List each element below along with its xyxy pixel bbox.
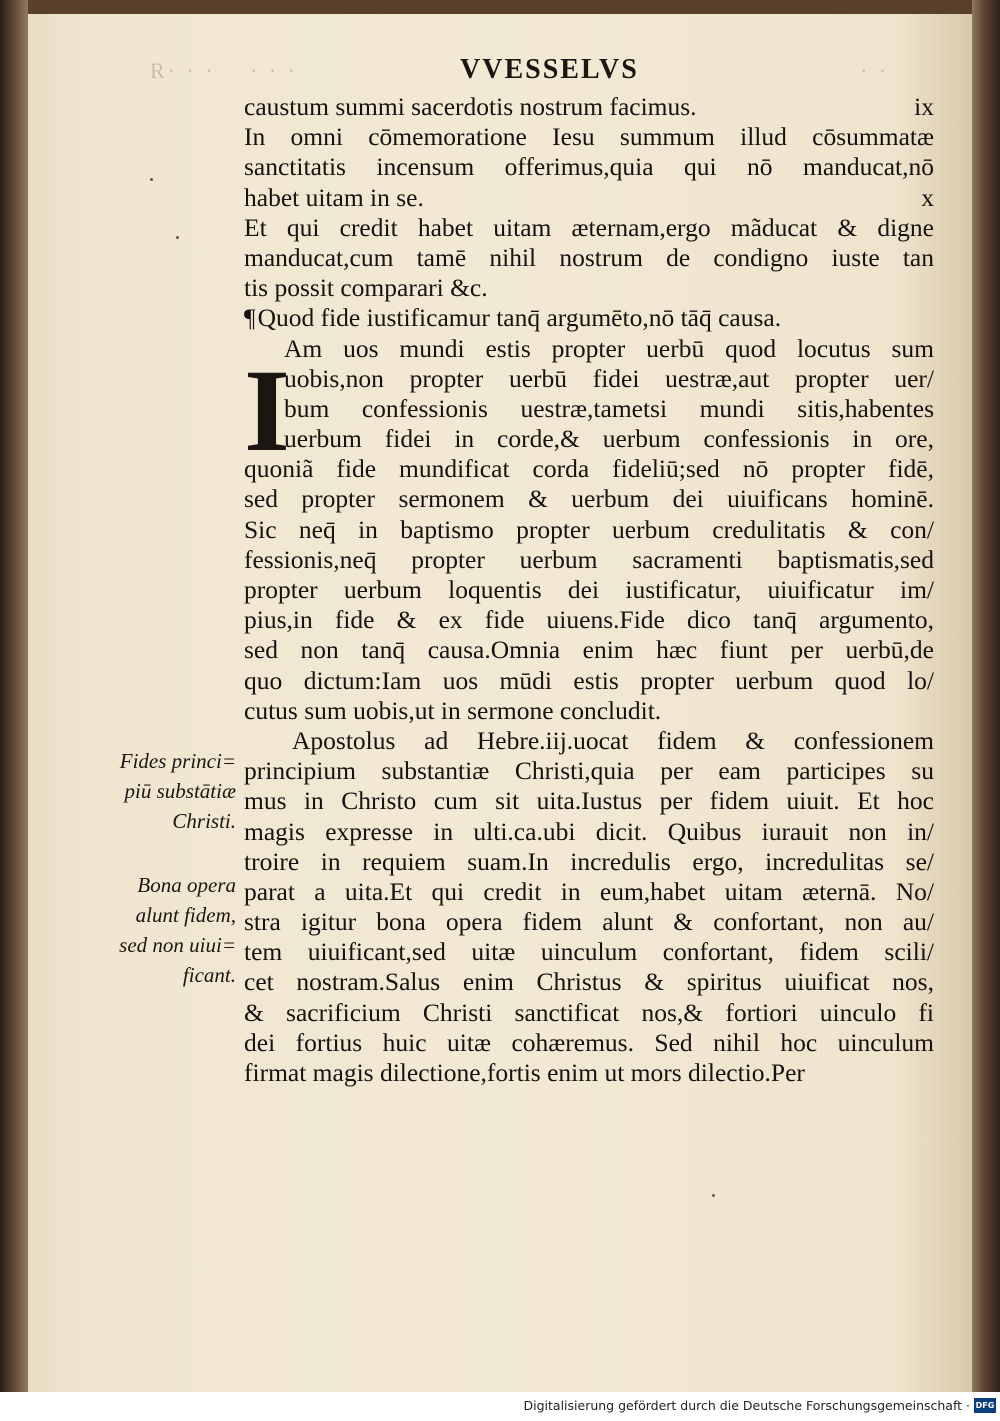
margin-note-line: Christi. [172, 809, 236, 833]
text-line-content: uobis,non propter uerbū fidei uestræ,aut propter uer/ [284, 363, 934, 393]
bleed-through-text: · · [860, 58, 890, 83]
text-line [244, 847, 934, 877]
text-line-content: Et qui credit habet uitam æternam,ergo mãducat & digne [244, 212, 934, 242]
margin-note-line: sed non uiui= [119, 933, 236, 957]
verse-number: x [921, 182, 934, 212]
body-text [244, 92, 934, 1088]
text-line [244, 1058, 934, 1088]
text-line [244, 303, 934, 333]
text-line [244, 122, 934, 152]
text-line-content: pius,in fide & ex fide uiuens.Fide dico tanq̄ argumento, [244, 605, 934, 635]
text-line [244, 424, 934, 454]
text-line [244, 394, 934, 424]
text-line [244, 515, 934, 545]
scan-border-right [972, 0, 1000, 1392]
text-line-content: cutus sum uobis,ut in sermone concludit. [244, 695, 662, 725]
margin-note-line: Fides princi= [119, 749, 236, 773]
funding-credit: Digitalisierung gefördert durch die Deutsche Forschungsgemeinschaft · [523, 1398, 970, 1413]
text-line-content: firmat magis dilectione,fortis enim ut mors dilectio.Per [244, 1058, 805, 1087]
verse-number: ix [914, 92, 934, 121]
text-line [244, 334, 934, 364]
text-line [244, 92, 934, 122]
paragraph-mark-icon: ¶ [244, 303, 256, 333]
margin-note-line: piū substātiæ [124, 779, 236, 803]
text-line [244, 726, 934, 756]
scan-border-left [0, 0, 28, 1392]
text-line [244, 243, 934, 273]
text-line [244, 152, 934, 182]
text-line-content: tem uiuificant,sed uitæ uinculum confortant, fidem scili/ [244, 937, 934, 967]
text-line [244, 1028, 934, 1058]
ink-speck [150, 178, 153, 181]
text-line-content: quoniã fide mundificat corda fideliū;sed nō propter fidē, [244, 454, 934, 484]
text-line [244, 183, 934, 213]
text-line-content: stra igitur bona opera fidem alunt & confortant, non au/ [244, 907, 934, 937]
margin-note-line: ficant. [182, 963, 236, 987]
text-line-content: parat a uita.Et qui credit in eum,habet uitam æternā. No/ [244, 876, 934, 906]
text-line-content: Am uos mundi estis propter uerbū quod locutus sum [284, 333, 934, 363]
text-line [244, 786, 934, 816]
text-line-content: bum confessionis uestræ,tametsi mundi sitis,habentes [284, 393, 934, 423]
text-line-content: sed non tanq̄ causa.Omnia enim hæc fiunt per uerbū,de [244, 635, 934, 665]
text-line-content: tis possit comparari &c. [244, 273, 488, 303]
text-line [244, 213, 934, 243]
bleed-through-text: R· · · [150, 58, 216, 83]
bleed-through-text: · · · [250, 58, 298, 83]
text-line [244, 817, 934, 847]
text-line-content: principium substantiæ Christi,quia per eam participes su [244, 756, 934, 786]
text-line [244, 545, 934, 575]
text-line-content: In omni cōmemoratione Iesu summum illud cōsummatæ [244, 122, 934, 152]
text-line-content: troire in requiem suam.In incredulis ergo, incredulitas se/ [244, 846, 934, 876]
text-line [244, 877, 934, 907]
footer-strip [0, 1392, 1000, 1421]
text-line [244, 484, 934, 514]
text-line [244, 273, 934, 303]
drop-cap-initial: I [244, 345, 290, 476]
text-line [244, 605, 934, 635]
text-line [244, 696, 934, 726]
text-line [244, 454, 934, 484]
text-line [244, 666, 934, 696]
scan-border-top [0, 0, 1000, 14]
text-line [244, 907, 934, 937]
text-line-content: Sic neq̄ in baptismo propter uerbum credulitatis & con/ [244, 514, 934, 544]
text-line [244, 967, 934, 997]
text-line-content: magis expresse in ulti.ca.ubi dicit. Quibus iurauit non in/ [244, 816, 934, 846]
text-line [244, 575, 934, 605]
text-line [244, 635, 934, 665]
text-line-content: Apostolus ad Hebre.iij.uocat fidem & confessionem [292, 725, 934, 755]
text-line [244, 364, 934, 394]
margin-note-line: Bona opera [137, 873, 236, 897]
ink-speck [176, 236, 179, 239]
text-line-content: cet nostram.Salus enim Christus & spiritus uiuificat nos, [244, 967, 934, 997]
text-line-content: manducat,cum tamē nihil nostrum de condigno iuste tan [244, 242, 934, 272]
text-line [244, 756, 934, 786]
text-line-content: propter uerbum loquentis dei iustificatur, uiuificatur im/ [244, 575, 934, 604]
text-line-content: sed propter sermonem & uerbum dei uiuificans hominē. [244, 484, 934, 514]
dfg-logo: DFG [974, 1398, 996, 1413]
ink-speck [712, 1194, 715, 1197]
margin-note-faith [106, 746, 236, 836]
text-line-content: sanctitatis incensum offerimus,quia qui nō manducat,nō [244, 152, 934, 182]
text-line [244, 937, 934, 967]
text-line-content: uerbum fidei in corde,& uerbum confessionis in ore, [284, 424, 934, 454]
text-line-content: Quod fide iustificamur tanq̄ argumēto,nō tāq̄ causa. [257, 303, 782, 333]
text-line-content: caustum summi sacerdotis nostrum facimus. [244, 92, 697, 121]
margin-note-good-works [106, 870, 236, 990]
text-line-content: habet uitam in se. [244, 182, 424, 212]
margin-note-line: alunt fidem, [135, 903, 236, 927]
text-line [244, 998, 934, 1028]
text-line-content: mus in Christo cum sit uita.Iustus per fidem uiuit. Et hoc [244, 786, 934, 816]
text-line-content: fessionis,neq̄ propter uerbum sacramenti baptismatis,sed [244, 544, 934, 574]
text-line-content: dei fortius huic uitæ cohæremus. Sed nihil hoc uinculum [244, 1027, 934, 1057]
text-line-content: quo dictum:Iam uos mūdi estis propter uerbum quod lo/ [244, 665, 934, 695]
text-line-content: & sacrificium Christi sanctificat nos,& fortiori uinculo fi [244, 997, 934, 1027]
running-head: VVESSELVS [460, 54, 639, 85]
